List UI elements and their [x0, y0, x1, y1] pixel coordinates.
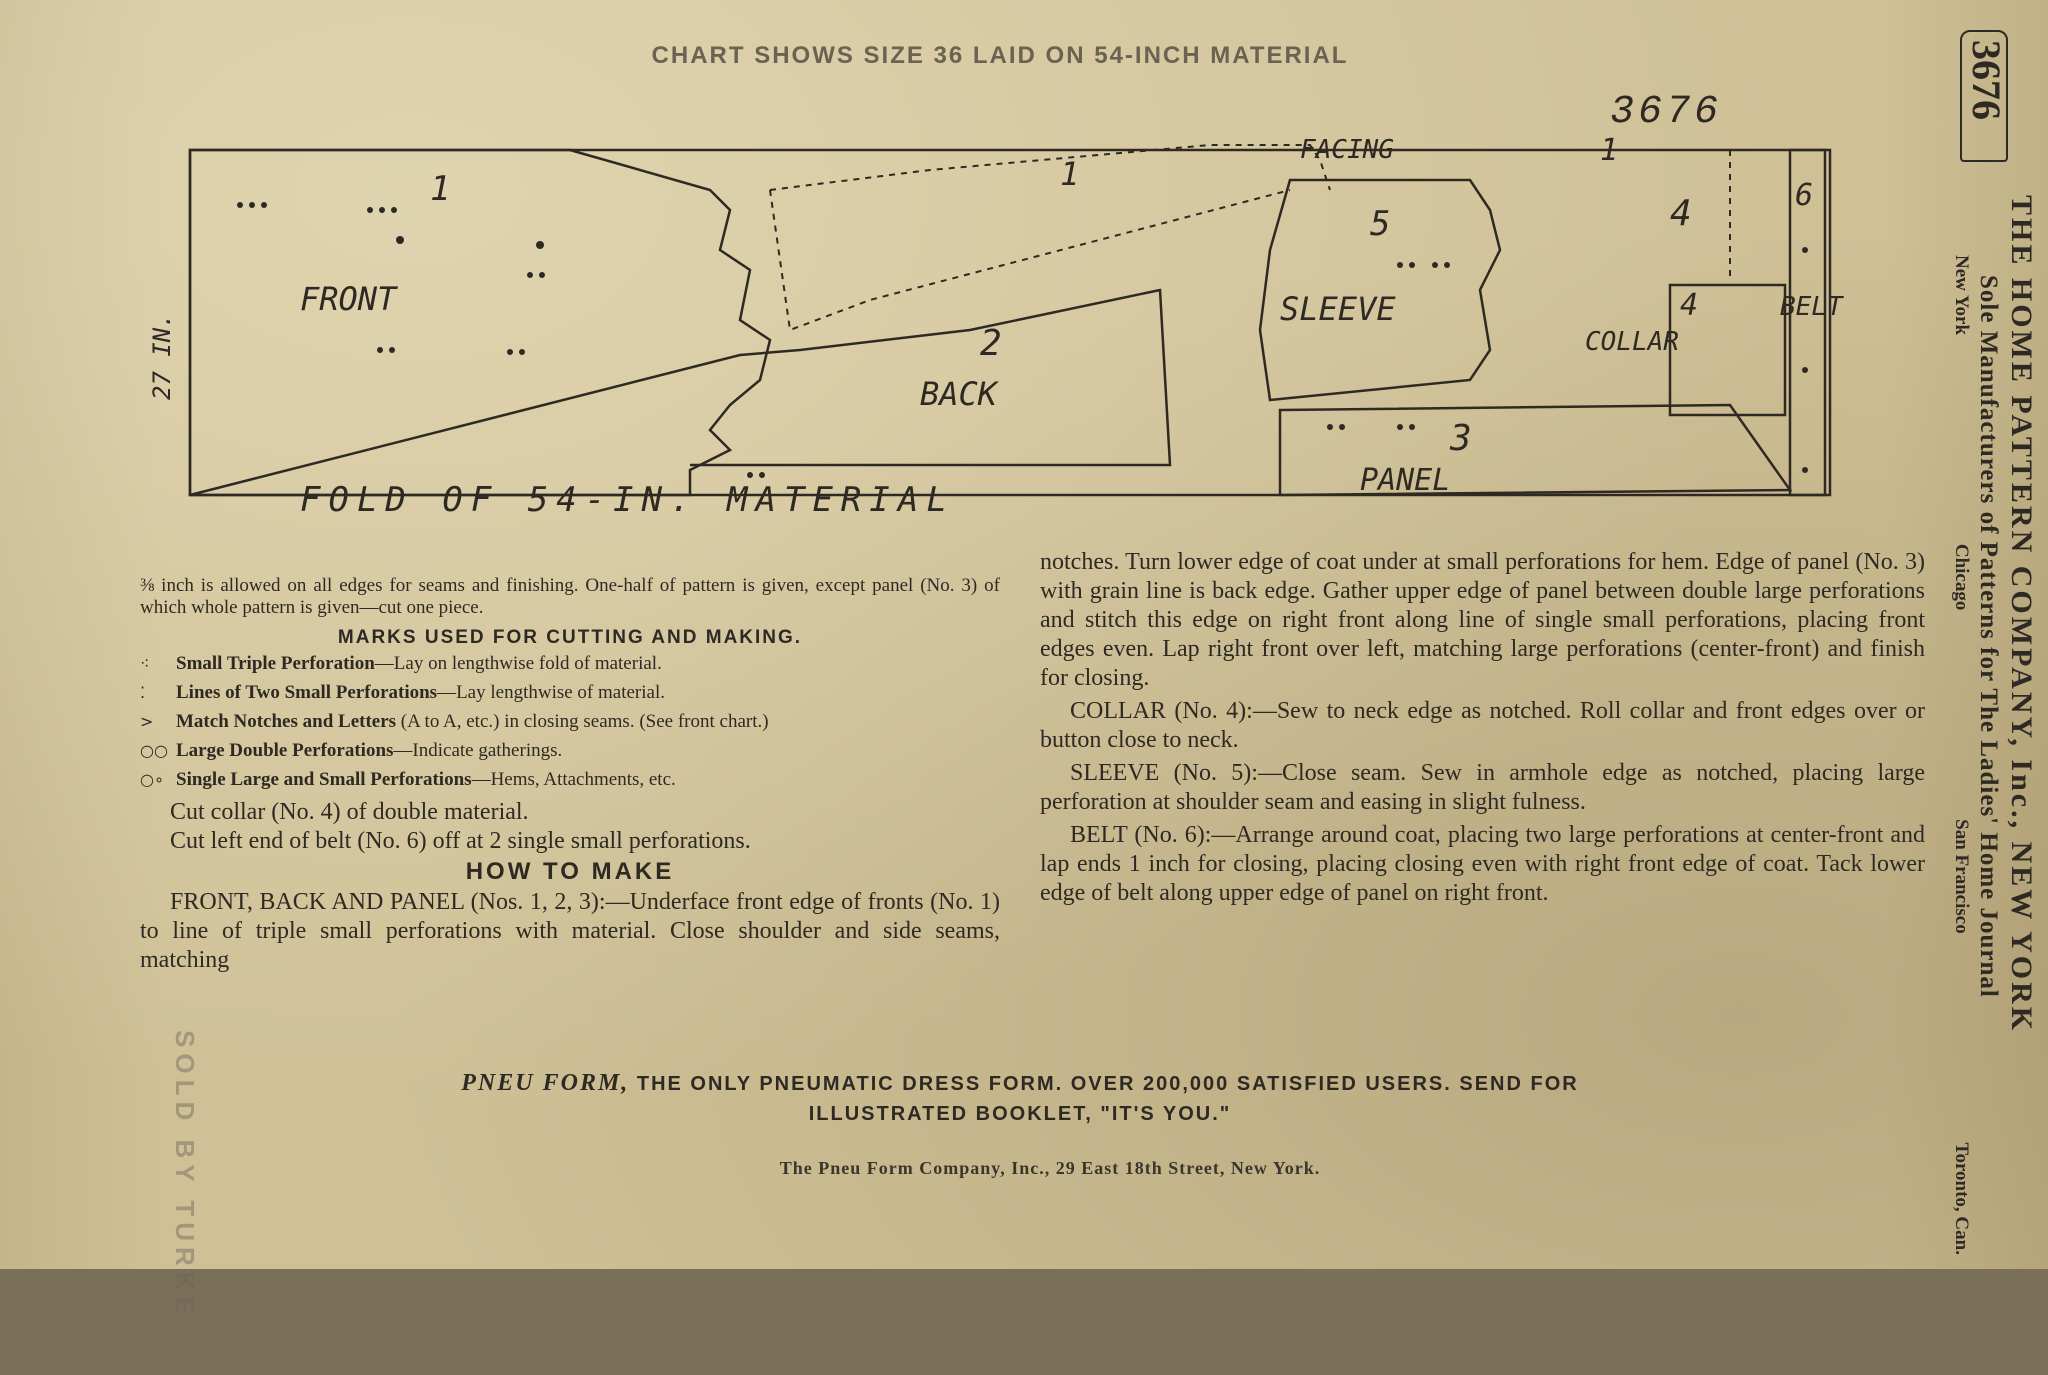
fold-label: FOLD OF 54-IN. MATERIAL [300, 480, 955, 520]
facing-lower-outline [770, 190, 1290, 330]
facing-number: 1 [1060, 155, 1080, 193]
collar-label: COLLAR [1585, 327, 1679, 357]
how-to-make-heading: HOW TO MAKE [465, 858, 675, 885]
advert-line-1: THE ONLY PNEUMATIC DRESS FORM. OVER 200,000 SATISFIED USERS. SEND FOR [636, 1073, 1579, 1095]
collar-number: 4 [1670, 193, 1692, 234]
notch-icon: > [140, 712, 154, 731]
double-perforation-icon: ⁚ [140, 683, 146, 702]
mark-item: ⁚ Lines of Two Small Perforations—Lay lengthwise of material. [140, 678, 1000, 707]
instructions-left-column [140, 575, 1000, 975]
panel-number: 3 [1450, 418, 1472, 459]
marks-heading: MARKS USED FOR CUTTING AND MAKING. [337, 627, 803, 648]
cut-collar-note: Cut collar (No. 4) of double material. [170, 799, 529, 825]
seller-stamp: SOLD BY TURKE [170, 1030, 200, 1320]
facing-label: FACING [1300, 135, 1394, 165]
city-san-francisco: San Francisco [1951, 819, 1972, 934]
pattern-number: 3676 [1610, 90, 1723, 135]
badge-number: 3676 [1964, 40, 2009, 120]
collar-instructions: COLLAR (No. 4):—Sew to neck edge as notched. Roll collar and front edges over or button close to neck. [1040, 698, 1925, 753]
instructions-right-column [1040, 548, 1925, 908]
cut-belt-note: Cut left end of belt (No. 6) off at 2 single small perforations. [170, 828, 751, 854]
mark-item: ○∘ Single Large and Small Perforations—Hems, Attachments, etc. [140, 765, 1000, 794]
company-cities [1950, 195, 1972, 1255]
perforation-marks [237, 202, 1808, 478]
large-double-perforation-icon: ○○ [140, 741, 168, 760]
mark-item: > Match Notches and Letters (A to A, etc.) in closing seams. (See front chart.) [140, 707, 1000, 736]
city-new-york: New York [1951, 255, 1972, 336]
facing-outline [770, 145, 1330, 190]
chart-caption: CHART SHOWS SIZE 36 LAID ON 54-INCH MATERIAL [651, 42, 1349, 69]
belt-label: BELT [1780, 292, 1843, 322]
advert-line-2: ILLUSTRATED BOOKLET, "IT'S YOU." [808, 1103, 1232, 1125]
front-back-panel-instructions: FRONT, BACK AND PANEL (Nos. 1, 2, 3):—Underface front edge of fronts (No. 1) to line of triple small perforations with material. Close shoulder and side seams, matching [140, 889, 1000, 973]
width-label: 27 IN. [148, 313, 176, 400]
advert-brand: PNEU FORM, [461, 1070, 630, 1096]
mark-item: ○○ Large Double Perforations—Indicate gatherings. [140, 736, 1000, 765]
seam-allowance-note: ⅜ inch is allowed on all edges for seams and finishing. One-half of pattern is given, except panel (No. 3) of which whole pattern is given—cut one piece. [140, 575, 1000, 618]
front-label: FRONT [300, 280, 397, 318]
sleeve-number: 5 [1370, 204, 1391, 244]
pattern-number-badge [1960, 30, 2008, 162]
cutting-layout-diagram [148, 130, 1843, 520]
company-name: THE HOME PATTERN COMPANY, Inc., NEW YORK [2005, 195, 2038, 1034]
front-piece-outline [190, 150, 770, 495]
company-subtitle: Sole Manufacturers of Patterns for The Ladies' Home Journal [1975, 275, 2002, 998]
front-number: 1 [430, 169, 451, 209]
sleeve-instructions: SLEEVE (No. 5):—Close seam. Sew in armhole edge as notched, placing large perforation at shoulder seam and easing in slight fulness. [1040, 760, 1925, 815]
facing-number-2: 1 [1600, 133, 1619, 168]
panel-label: PANEL [1360, 463, 1451, 498]
back-label: BACK [920, 375, 998, 413]
cutting-layout-svg [148, 130, 1843, 520]
city-chicago: Chicago [1951, 543, 1972, 611]
back-piece-outline [190, 290, 1170, 495]
back-number: 2 [980, 323, 1002, 364]
continued-instructions: notches. Turn lower edge of coat under at small perforations for hem. Edge of panel (No. 3) with grain line is back edge. Gather upper edge of panel between double large perforations and stitch this edge on right front along line of single small perforations, placing front edges even. Lap right front over left, matching large perforations (center-front) and finish for closing. [1040, 549, 1925, 691]
advert-address: The Pneu Form Company, Inc., 29 East 18th Street, New York. [779, 1158, 1321, 1178]
belt-instructions: BELT (No. 6):—Arrange around coat, placing two large perforations at center-front and lap ends 1 inch for closing, placing closing even with right front edge of coat. Tack lower edge of belt along upper edge of panel on right front. [1040, 822, 1925, 906]
collar-number-2: 4 [1680, 288, 1699, 323]
belt-number: 6 [1795, 178, 1814, 213]
pneu-form-advert [290, 1068, 1750, 1129]
mark-item: ⁖ Small Triple Perforation—Lay on lengthwise fold of material. [140, 649, 1000, 678]
city-toronto: Toronto, Can. [1951, 1142, 1972, 1255]
panel-piece-outline [1280, 405, 1790, 495]
sleeve-label: SLEEVE [1280, 290, 1396, 328]
company-imprint [1950, 195, 2038, 1375]
triple-perforation-icon: ⁖ [140, 654, 150, 673]
large-small-perforation-icon: ○∘ [140, 770, 164, 789]
